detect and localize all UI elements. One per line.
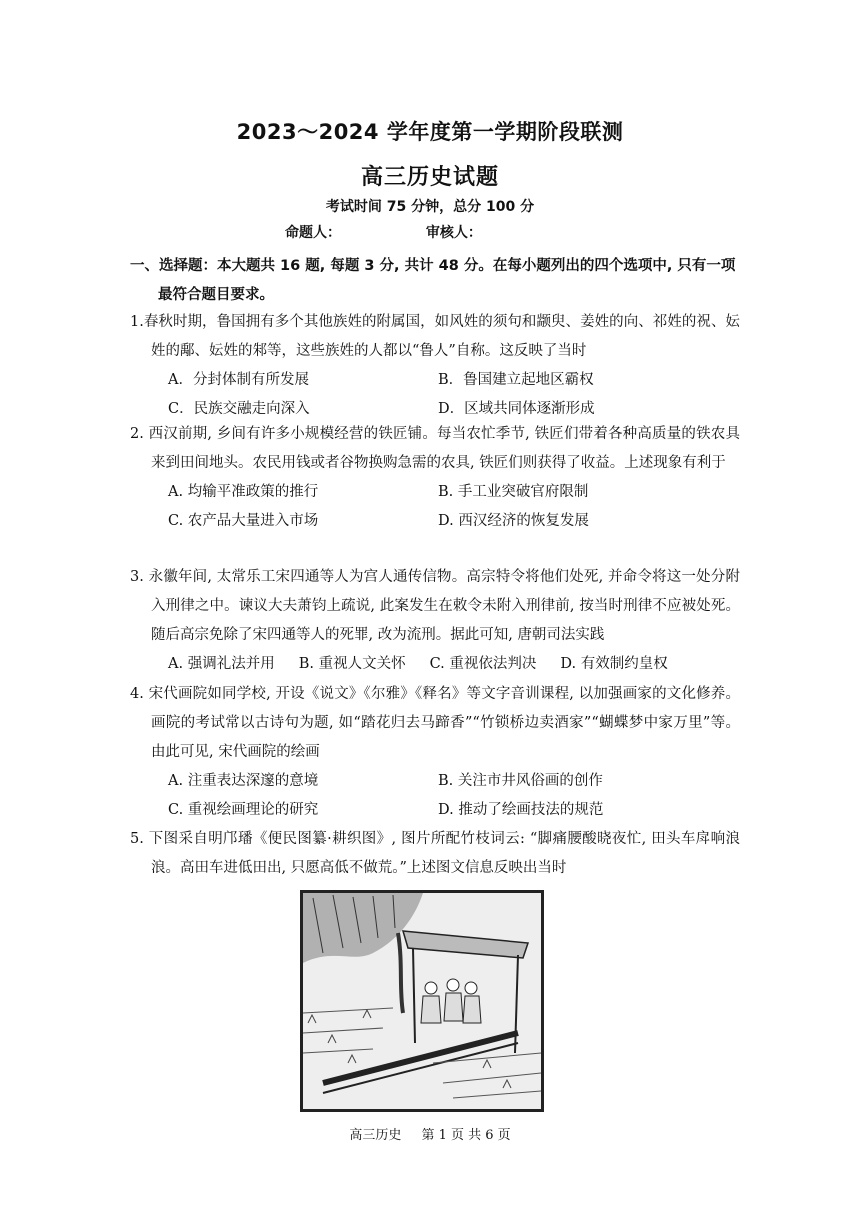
option-c: C. 重视依法判决 — [429, 656, 537, 672]
option-c: C. 农产品大量进入市场 — [168, 513, 319, 529]
option-a: A．分封体制有所发展 — [168, 372, 309, 388]
option-a: A. 均输平准政策的推行 — [168, 484, 319, 500]
option-d: D. 西汉经济的恢复发展 — [438, 513, 589, 529]
option-b: B. 手工业突破官府限制 — [438, 484, 589, 500]
author-line — [285, 222, 482, 242]
option-list — [130, 767, 740, 825]
footer-page-info: 第 1 页 共 6 页 — [421, 1128, 511, 1143]
section-heading — [130, 252, 740, 310]
woodcut-illustration — [300, 890, 544, 1112]
exam-info: 考试时间 75 分钟，总分 100 分 — [325, 199, 535, 215]
question-1 — [130, 308, 740, 424]
option-list — [130, 366, 740, 424]
reviewer-label: 审核人： — [425, 225, 482, 241]
exam-subtitle: 高三历史试题 — [360, 165, 499, 190]
question-stem: 4. 宋代画院如同学校, 开设《说文》《尔雅》《释名》等文字音训课程, 以加强画家的文化修养。画院的考试常以古诗句为题, 如“踏花归去马蹄香”“竹锁桥边卖酒家”“蝴蝶梦中家万里”等。由此可见, 宋代画院的绘画 — [130, 686, 740, 760]
option-c: C. 重视绘画理论的研究 — [168, 802, 319, 818]
option-list — [130, 650, 740, 679]
irrigation-scene-image — [303, 893, 541, 1109]
question-5 — [130, 825, 740, 883]
option-c: C．民族交融走向深入 — [168, 401, 310, 417]
exam-title: 2023～2024 学年度第一学期阶段联测 — [236, 120, 624, 144]
option-b: B. 关注市井风俗画的创作 — [438, 773, 603, 789]
option-b: B．鲁国建立起地区霸权 — [438, 372, 594, 388]
author-label: 命题人： — [285, 225, 341, 241]
option-a: A. 强调礼法并用 — [168, 656, 275, 672]
question-2 — [130, 420, 740, 536]
section-heading-text: 一、选择题：本大题共 16 题, 每题 3 分, 共计 48 分。在每小题列出的四个选项中, 只有一项最符合题目要求。 — [130, 258, 736, 303]
option-list — [130, 478, 740, 536]
option-d: D. 推动了绘画技法的规范 — [438, 802, 604, 818]
question-4 — [130, 680, 740, 825]
question-stem: 1.春秋时期，鲁国拥有多个其他族姓的附属国，如风姓的须句和颛臾、姜姓的向、祁姓的祝、妘姓的鄅、妘姓的邾等，这些族姓的人都以“鲁人”自称。这反映了当时 — [130, 314, 740, 359]
question-stem: 3. 永徽年间, 太常乐工宋四通等人为宫人通传信物。高宗特令将他们处死, 并命令将这一处分附入刑律之中。谏议大夫萧钧上疏说, 此案发生在敕令未附入刑律前, 按当时刑律不应被处死。随后高宗免除了宋四通等人的死罪, 改为流刑。据此可知, 唐朝司法实践 — [130, 569, 740, 643]
option-d: D. 有效制约皇权 — [560, 656, 668, 672]
question-3 — [130, 563, 740, 679]
page-footer — [0, 1124, 860, 1143]
question-stem: 5. 下图采自明邝璠《便民图纂·耕织图》, 图片所配竹枝词云: “脚痛腰酸晓夜忙, 田头车戽响浪浪。高田车进低田出, 只愿高低不做荒。”上述图文信息反映出当时 — [130, 831, 740, 876]
question-stem: 2. 西汉前期, 乡间有许多小规模经营的铁匠铺。每当农忙季节, 铁匠们带着各种高质量的铁农具来到田间地头。农民用钱或者谷物换购急需的农具, 铁匠们则获得了收益。上述现象有利于 — [130, 426, 740, 471]
footer-subject: 高三历史 — [349, 1128, 402, 1143]
option-d: D．区域共同体逐渐形成 — [438, 401, 595, 417]
option-b: B. 重视人文关怀 — [298, 656, 406, 672]
option-a: A. 注重表达深邃的意境 — [168, 773, 319, 789]
